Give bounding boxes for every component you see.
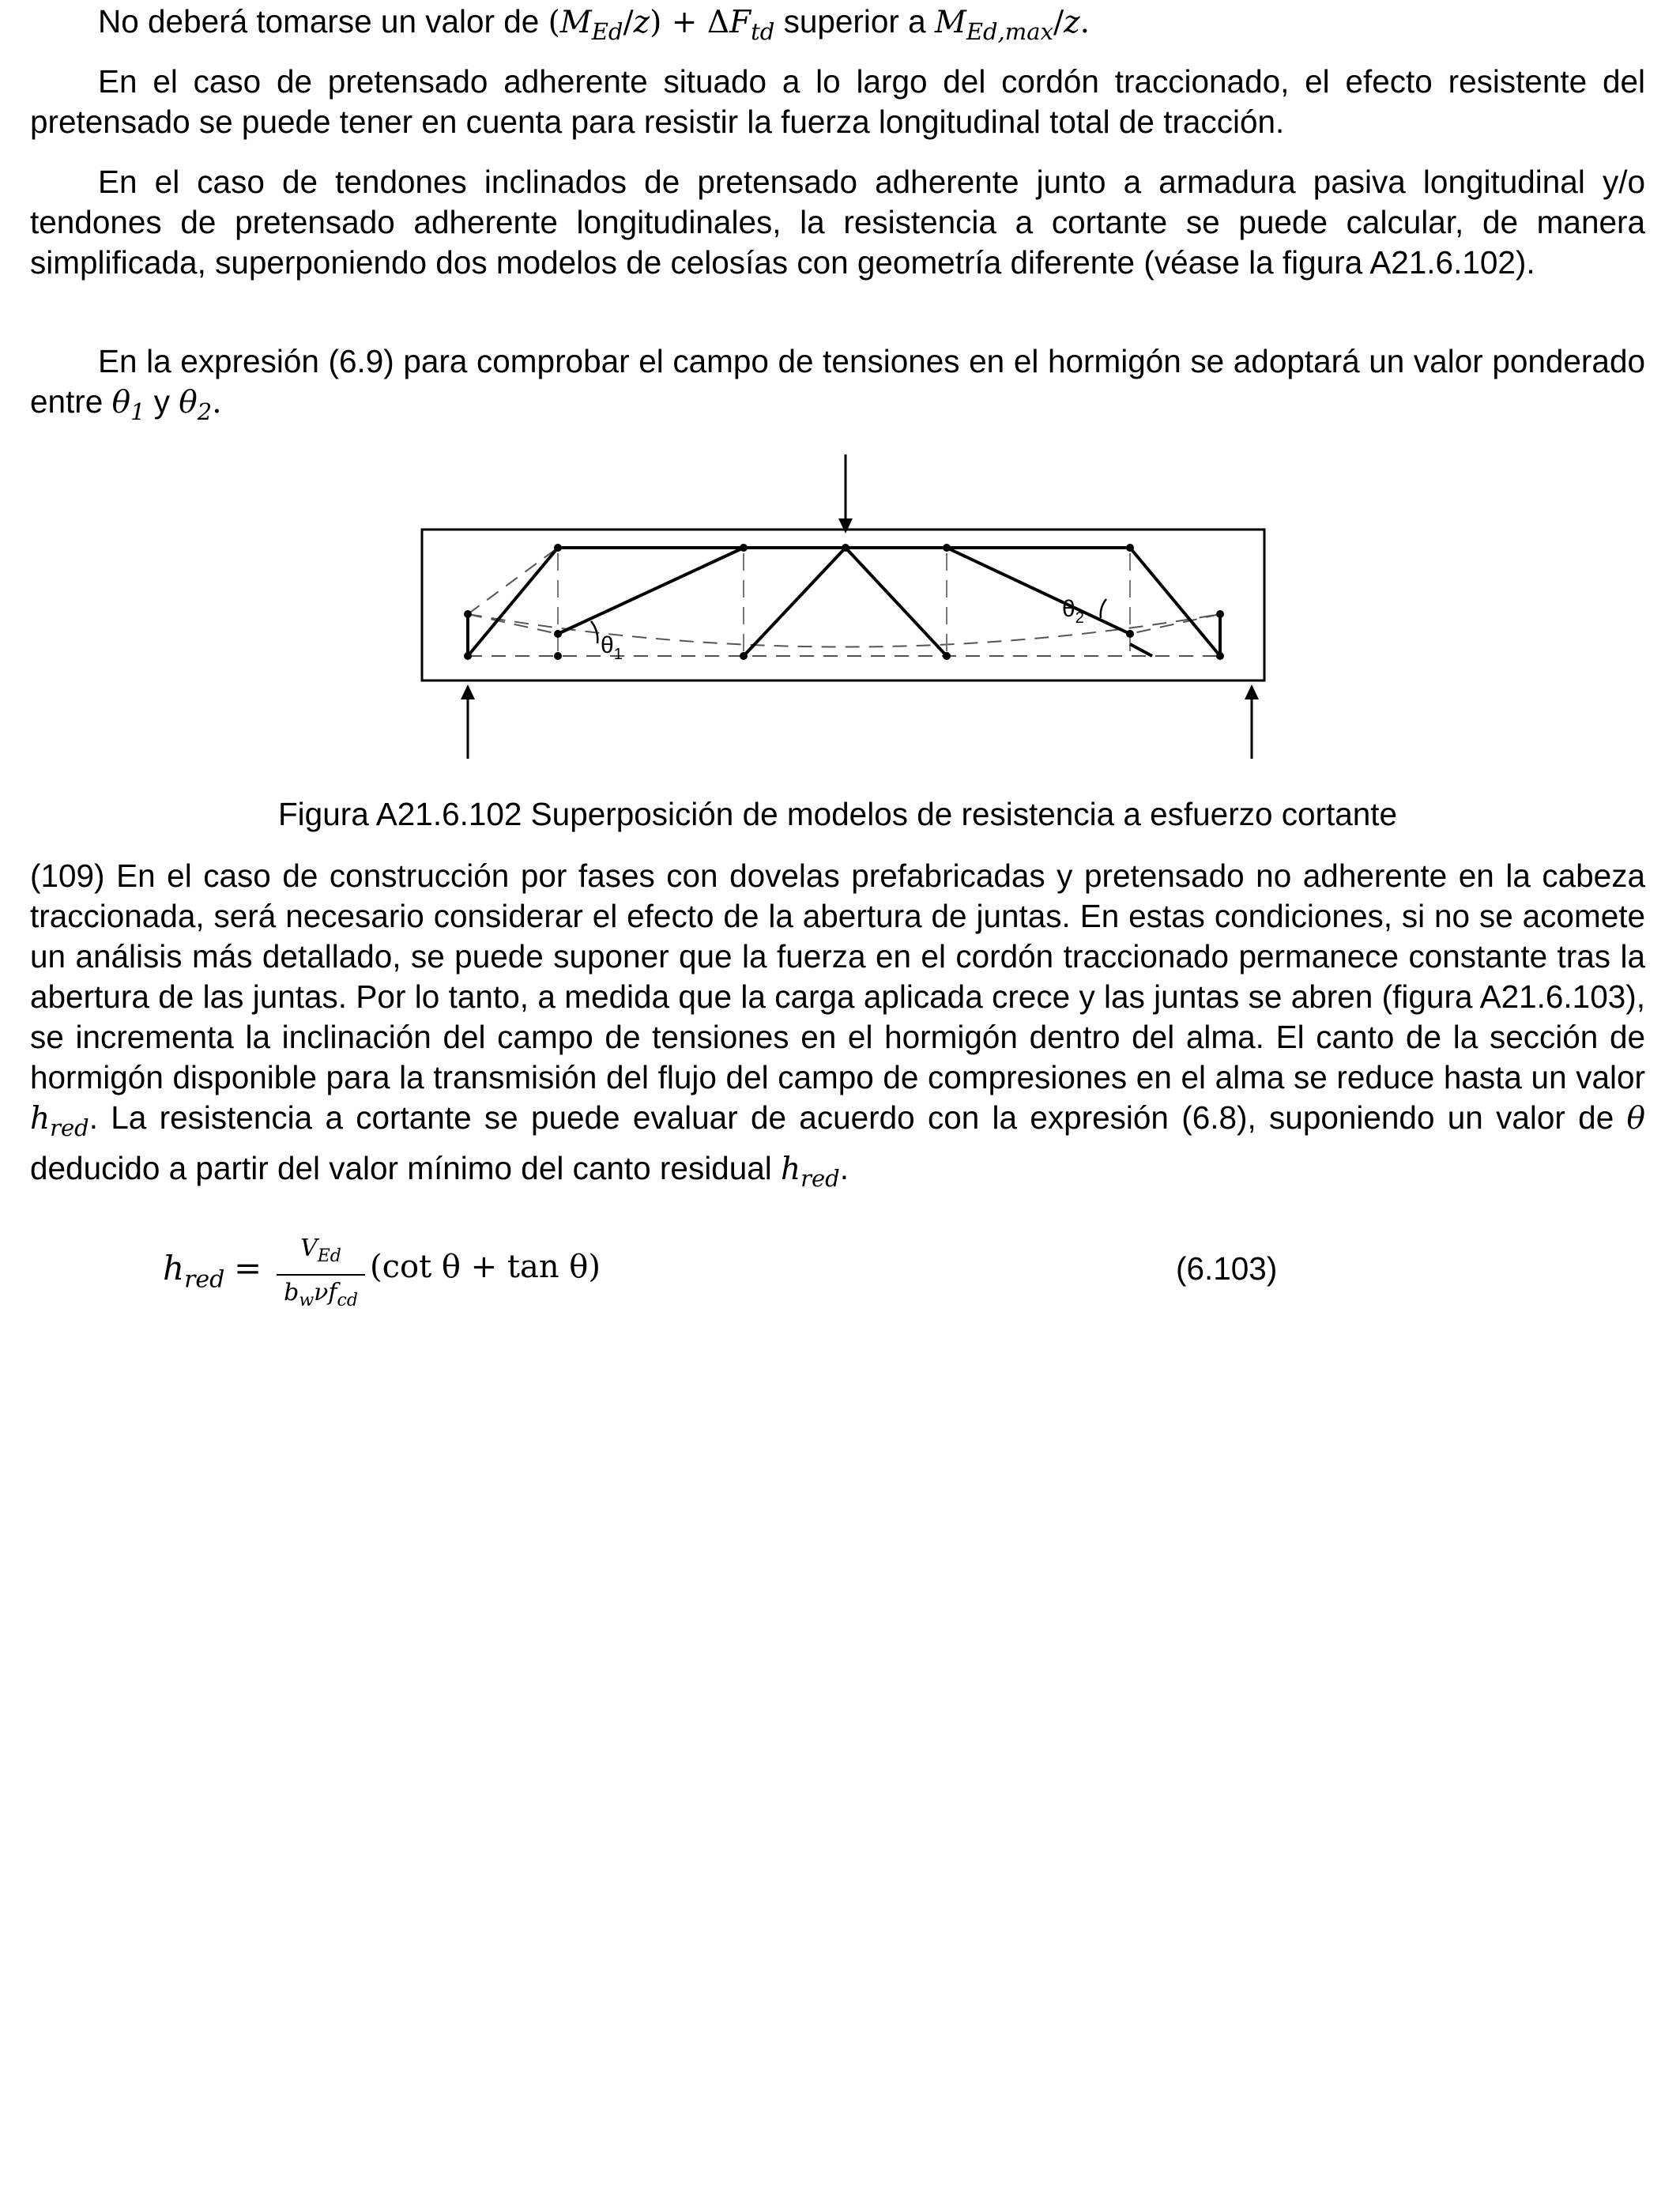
paragraph-1 [30, 2, 1645, 52]
fraction-numerator: $V_{Ed}$ [300, 1235, 341, 1266]
symbol-h-red-2: $h_{red}$ [781, 1151, 840, 1192]
paragraph-4-text-b: y [145, 383, 179, 420]
paragraph-5 [30, 856, 1645, 1199]
formula-med-max: $M_{Ed,max}/z$. [934, 5, 1090, 45]
paragraph-1-text-a: No deberá tomarse un valor de [98, 3, 548, 40]
symbol-h-red: $h_{red}$ [30, 1101, 89, 1141]
fraction-denominator: $b_w\nu f_{cd}$ [284, 1279, 358, 1310]
paragraph-2: En el caso de pretensado adherente situado a lo largo del cordón traccionado, el efecto resistente del pretensado se puede tener en cuenta para resistir la fuerza longitudinal total de tracción. [30, 63, 1645, 140]
equation-equals: = [234, 1249, 262, 1287]
paragraph-5-text-b: . La resistencia a cortante se puede evaluar de acuerdo con la expresión (6.8), suponiendo un valor de [89, 1099, 1627, 1136]
equation-fraction [273, 1233, 368, 1317]
equation-rhs: (cot θ + tan θ) [370, 1249, 601, 1285]
truss-diagram [30, 443, 1645, 775]
load-arrow-top [838, 454, 853, 533]
equation-6-103 [30, 1233, 1645, 1320]
reaction-arrow-left [461, 684, 475, 759]
paragraph-1-text-b: superior a [774, 3, 935, 40]
equation-number: (6.103) [1176, 1250, 1278, 1287]
symbol-theta-2: $\theta_2$. [179, 385, 222, 425]
paragraph-5-text-a: (109) En el caso de construcción por fases con dovelas prefabricadas y pretensado no adherente en la cabeza traccionada, será necesario considerar el efecto de la abertura de juntas. En estas condiciones, si no se acomete un análisis más detallado, se puede suponer que la fuerza en el cordón traccionado permanece constante tras la abertura de las juntas. Por lo tanto, a medida que la carga aplicada crece y las juntas se abren (figura A21.6.103), se incrementa la inclinación del campo de tensiones en el hormigón dentro del alma. El canto de la sección de hormigón disponible para la transmisión del flujo del campo de compresiones en el alma se reduce hasta un valor [30, 858, 1645, 1095]
formula-med-over-z: $(M_{Ed}/z) + \Delta F_{td}$ [548, 5, 775, 45]
label-theta2: $\theta_2$ [1062, 596, 1084, 627]
solid-truss-model [468, 548, 1220, 656]
angle-arc-theta2 [1101, 599, 1106, 618]
truss-nodes [464, 544, 1224, 660]
paragraph-3: En el caso de tendones inclinados de pretensado adherente junto a armadura pasiva longitudinal y/o tendones de pretensado adherente longitudinales, la resistencia a cortante se puede calcular, de manera simplificada, superponiendo dos modelos de celosías con geometría diferente (véase la figura A21.6.102). [30, 164, 1645, 281]
truss-figure [30, 443, 1645, 775]
fraction-bar [277, 1274, 365, 1276]
equation-lhs: $h_{red}$ [163, 1249, 225, 1294]
paragraph-4 [30, 341, 1645, 432]
figure-caption: Figura A21.6.102 Superposición de modelos de resistencia a esfuerzo cortante [277, 796, 1398, 832]
paragraph-5-text-c: deducido a partir del valor mínimo del canto residual [30, 1149, 782, 1186]
symbol-theta: θ [1626, 1101, 1645, 1137]
dashed-truss-model [468, 548, 1220, 656]
paragraph-4-text-a: En la expresión (6.9) para comprobar el campo de tensiones en el hormigón se adoptará un valor ponderado entre [30, 343, 1645, 420]
paragraph-5-text-d: . [839, 1149, 849, 1186]
reaction-arrow-right [1245, 684, 1259, 759]
symbol-theta-1: $\theta_1$ [111, 385, 145, 425]
label-theta1: $\theta_1$ [601, 632, 623, 663]
